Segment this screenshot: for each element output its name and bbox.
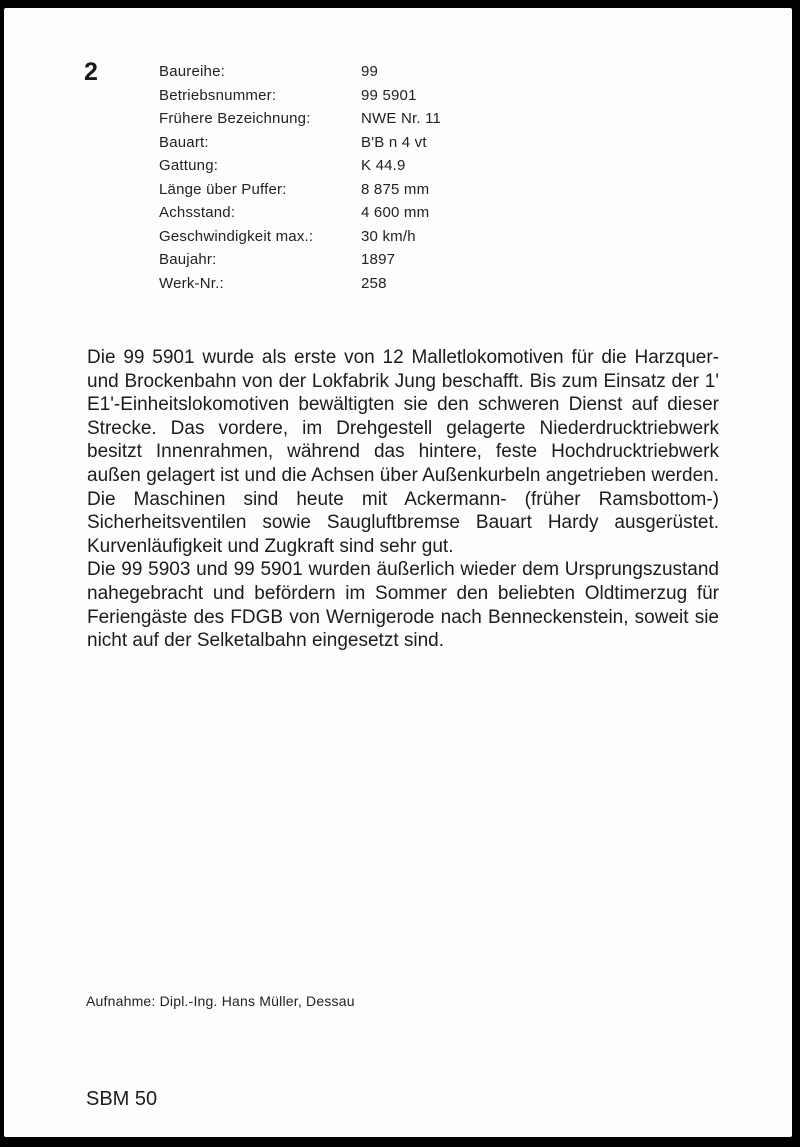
spec-value: 8 875 mm	[361, 180, 430, 198]
spec-label: Baujahr:	[159, 251, 217, 268]
spec-row-werk-nr	[159, 272, 441, 296]
description-paragraph: Die 99 5901 wurde als erste von 12 Malletlokomotiven für die Harzquer- und Brockenbahn von der Lokfabrik Jung beschafft. Bis zum Einsatz der 1' E1'-Einheitslokomotiven bewältigten sie den schweren Dienst auf dieser Strecke. Das vordere, im Drehgestell gelagerte Niederdrucktriebwerk besitzt Innenrahmen, während das hintere, feste Hochdrucktriebwerk außen gelagert ist und die Achsen über Außenkurbeln angetrieben werden. Die Maschinen sind heute mit Ackermann- (früher Ramsbottom-) Sicherheitsventilen sowie Saugluftbremse Bauart Hardy ausgerüstet. Kurvenläufigkeit und Zugkraft sind sehr gut.	[87, 347, 719, 557]
spec-label: Baureihe:	[159, 63, 226, 80]
description-text	[87, 346, 719, 653]
spec-row-laenge	[159, 178, 441, 202]
spec-row-baujahr	[159, 248, 441, 272]
spec-label: Achsstand:	[159, 204, 236, 221]
spec-row-gattung	[159, 154, 441, 178]
card-number: 2	[84, 58, 98, 86]
spec-value: 99	[361, 63, 379, 80]
spec-row-bauart	[159, 131, 441, 155]
spec-row-achsstand	[159, 201, 441, 225]
spec-label: Bauart:	[159, 133, 209, 151]
series-code: SBM 50	[86, 1088, 158, 1110]
spec-row-fruehere-bezeichnung	[159, 107, 441, 131]
spec-value: 99 5901	[361, 86, 417, 104]
spec-label: Werk-Nr.:	[159, 274, 224, 292]
spec-value: NWE Nr. 11	[361, 110, 442, 127]
spec-value: 258	[361, 274, 387, 292]
spec-value: 1897	[361, 251, 396, 268]
spec-row-betriebsnummer	[159, 84, 441, 108]
spec-value: 4 600 mm	[361, 204, 430, 221]
postcard-back	[4, 8, 792, 1137]
photo-credit: Aufnahme: Dipl.-Ing. Hans Müller, Dessau	[86, 993, 355, 1009]
spec-value: 30 km/h	[361, 227, 416, 245]
spec-label: Frühere Bezeichnung:	[159, 110, 311, 127]
spec-label: Geschwindigkeit max.:	[159, 227, 314, 245]
spec-table	[159, 60, 441, 295]
spec-row-geschwindigkeit	[159, 225, 441, 249]
spec-value: K 44.9	[361, 157, 406, 174]
spec-label: Länge über Puffer:	[159, 180, 287, 198]
spec-value: B'B n 4 vt	[361, 133, 427, 151]
spec-label: Betriebsnummer:	[159, 86, 277, 104]
spec-row-baureihe	[159, 60, 441, 84]
spec-label: Gattung:	[159, 157, 219, 174]
description-paragraph: Die 99 5903 und 99 5901 wurden äußerlich wieder dem Ursprungszustand nahegebracht und befördern im Sommer den beliebten Oldtimerzug für Feriengäste des FDGB von Wernigerode nach Benneckenstein, soweit sie nicht auf der Selketalbahn eingesetzt sind.	[87, 559, 719, 652]
